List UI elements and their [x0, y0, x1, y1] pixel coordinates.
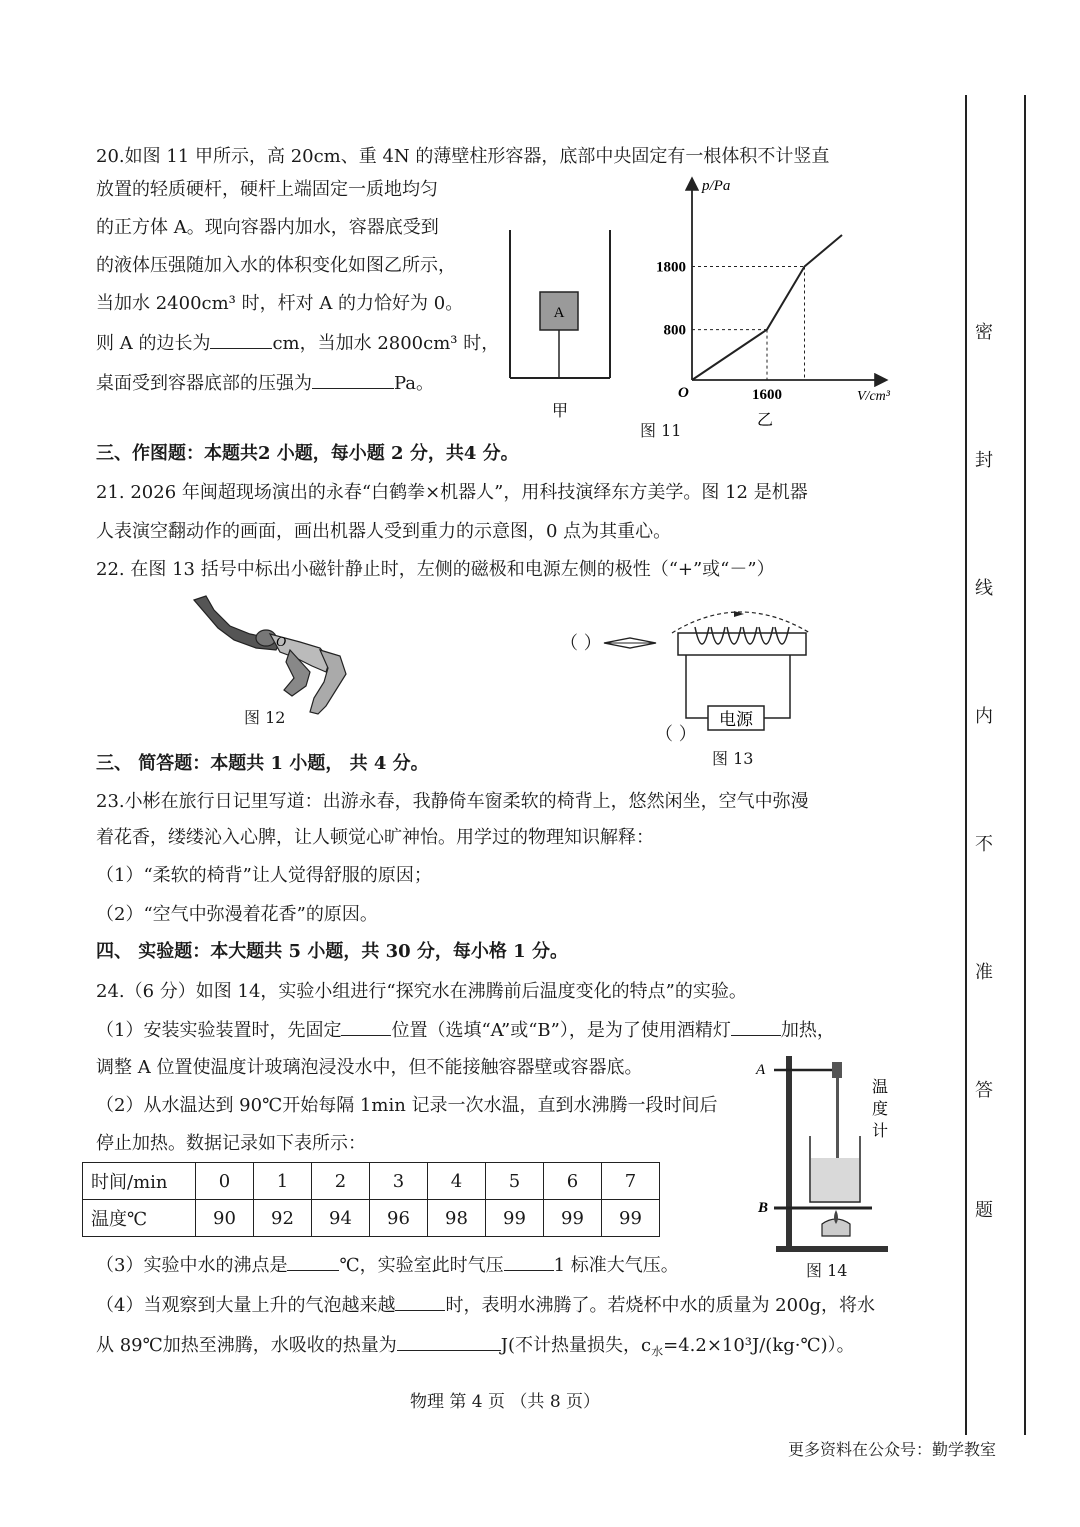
q24-line8-sub: 水: [651, 1344, 664, 1359]
q21-line1: 21. 2026 年闽超现场演出的永春“白鹤拳×机器人”，用科技演绎东方美学。图 12 是机器: [96, 482, 808, 503]
y-axis-label: p/Pa: [702, 178, 731, 194]
figure-11-yi-label: 乙: [756, 412, 774, 429]
q24-line8-b: J(不计热量损失，c: [500, 1335, 652, 1356]
q20-line1: 20.如图 11 甲所示，高 20cm、重 4N 的薄壁柱形容器，底部中央固定有一根体积不计竖直: [96, 146, 830, 167]
q20-line7-a: 桌面受到容器底部的压强为: [96, 373, 312, 394]
q20-line2: 放置的轻质硬杆，硬杆上端固定一质地均匀: [96, 179, 438, 200]
q23-line4: （2）“空气中弥漫着花香”的原因。: [96, 904, 378, 925]
power-supply-label: 电源: [719, 710, 753, 729]
q23-line2: 着花香，缕缕沁入心脾，让人顿觉心旷神怡。用学过的物理知识解释：: [96, 827, 654, 848]
seal-line-left: [965, 95, 967, 1435]
seal-char-1: 密: [975, 322, 993, 343]
x-tick-label-1600: 1600: [752, 387, 782, 403]
thermometer-label-3: 计: [871, 1123, 889, 1140]
table-cell: 7: [602, 1163, 660, 1200]
table-cell: 2: [312, 1163, 370, 1200]
answer-blank-boiling-point[interactable]: [287, 1252, 339, 1271]
stand-rod: [786, 1056, 792, 1250]
answer-blank-air-pressure[interactable]: [504, 1252, 554, 1271]
q24-line7: [96, 1292, 875, 1318]
q23-line1: 23.小彬在旅行日记里写道：出游永春，我静倚车窗柔软的椅背上，悠然闲坐，空气中弥漫: [96, 791, 809, 812]
seal-char-2: 封: [975, 450, 993, 471]
stand-base: [776, 1246, 888, 1252]
table-cell: 99: [602, 1200, 660, 1237]
water: [811, 1158, 859, 1201]
table-cell: 90: [196, 1200, 254, 1237]
q24-line1: 24.（6 分）如图 14，实验小组进行“探究水在沸腾前后温度变化的特点”的实验。: [96, 981, 747, 1002]
q24-line2-b: 位置（选填“A”或“B”），是为了使用酒精灯: [391, 1020, 731, 1041]
table-cell: 3: [370, 1163, 428, 1200]
q24-line8: [96, 1332, 855, 1364]
answer-blank-bubbles[interactable]: [395, 1292, 445, 1311]
q23-line3: （1）“柔软的椅背”让人觉得舒服的原因；: [96, 865, 432, 886]
q24-line6-c: 1 标准大气压。: [553, 1255, 679, 1276]
q20-line5: 当加水 2400cm³ 时，杆对 A 的力恰好为 0。: [96, 293, 464, 314]
figure-12-caption: 图 12: [244, 708, 286, 727]
wire-right: [764, 655, 790, 718]
q20-line6-b: cm，当加水 2800cm³ 时，: [272, 333, 500, 354]
section-short-answer-title: 三、 简答题：本题共 1 小题， 共 4 分。: [96, 753, 429, 774]
q21-line2: 人表演空翻动作的画面，画出机器人受到重力的示意图，0 点为其重心。: [96, 521, 672, 542]
table-cell: 6: [544, 1163, 602, 1200]
q20-line6-a: 则 A 的边长为: [96, 333, 211, 354]
table-cell: 96: [370, 1200, 428, 1237]
table-header-time: 时间/min: [83, 1163, 196, 1200]
q24-line7-a: （4）当观察到大量上升的气泡越来越: [96, 1295, 396, 1316]
graph-marks: [692, 235, 842, 380]
section-experiment-title: 四、 实验题：本大题共 5 小题，共 30 分，每小格 1 分。: [96, 941, 568, 962]
power-pole-blank[interactable]: （ ）: [655, 724, 697, 745]
figure-14-apparatus: [752, 1048, 902, 1278]
position-a-label: A: [756, 1062, 766, 1078]
figure-13-caption: 图 13: [712, 749, 754, 768]
seal-char-7: 答: [975, 1080, 993, 1101]
table-cell: 94: [312, 1200, 370, 1237]
table-cell: 5: [486, 1163, 544, 1200]
page-footer: 物理 第 4 页 （共 8 页）: [410, 1392, 601, 1412]
q24-line2-c: 加热，: [780, 1020, 835, 1041]
x-axis-label: V/cm³: [857, 389, 890, 404]
table-cell: 98: [428, 1200, 486, 1237]
robot-silhouette: [194, 596, 346, 714]
figure-11-graph: [640, 170, 910, 440]
table-row-temperature: [83, 1200, 660, 1237]
table-cell: 99: [544, 1200, 602, 1237]
q20-line7: [96, 370, 434, 396]
q24-line2-a: （1）安装实验装置时，先固定: [96, 1020, 342, 1041]
figure-14-caption: 图 14: [806, 1261, 848, 1280]
seal-char-4: 内: [975, 706, 993, 727]
q20-line3: 的正方体 A。现向容器内加水，容器底受到: [96, 217, 439, 238]
table-row-time: [83, 1163, 660, 1200]
y-tick-label-800: 800: [663, 322, 686, 339]
table-cell: 1: [254, 1163, 312, 1200]
q24-line5: 停止加热。数据记录如下表所示：: [96, 1133, 366, 1154]
data-table: [82, 1162, 660, 1237]
q24-line2: [96, 1017, 835, 1043]
y-tick-label-1800: 1800: [656, 259, 686, 276]
cube-a-label: A: [553, 305, 565, 321]
pressure-volume-line: [692, 235, 842, 380]
figure-13-circuit: [600, 595, 820, 755]
section-drawing-title: 三、作图题：本题共2 小题，每小题 2 分，共4 分。: [96, 443, 519, 464]
q24-line7-b: 时，表明水沸腾了。若烧杯中水的质量为 200g，将水: [445, 1295, 876, 1316]
q24-line8-a: 从 89℃加热至沸腾，水吸收的热量为: [96, 1335, 397, 1356]
wire-left: [686, 655, 708, 718]
table-cell: 4: [428, 1163, 486, 1200]
thermometer-label-1: 温: [871, 1079, 889, 1096]
q24-line8-c: =4.2×10³J/(kg·℃)）。: [663, 1335, 855, 1356]
origin-label: O: [678, 385, 689, 401]
answer-blank-heat[interactable]: [397, 1332, 501, 1351]
figure-11-container: [500, 220, 620, 430]
table-cell: 99: [486, 1200, 544, 1237]
seal-char-3: 线: [975, 578, 993, 599]
answer-blank-fixed-position[interactable]: [341, 1017, 391, 1036]
answer-blank-side-length[interactable]: [210, 330, 272, 349]
center-of-gravity-label: O: [276, 635, 287, 650]
q22-line1: 22. 在图 13 括号中标出小磁针静止时，左侧的磁极和电源左侧的极性（“+”或“－”）: [96, 559, 775, 580]
table-cell: 92: [254, 1200, 312, 1237]
seal-char-6: 准: [975, 962, 993, 983]
seal-char-5: 不: [975, 834, 993, 855]
answer-blank-flame-part[interactable]: [731, 1017, 781, 1036]
q20-line7-b: Pa。: [394, 373, 435, 394]
q24-line6-a: （3）实验中水的沸点是: [96, 1255, 288, 1276]
watermark: 更多资料在公众号：勤学教室: [788, 1440, 997, 1459]
figure-11-jia-label: 甲: [551, 403, 569, 420]
table-cell: 0: [196, 1163, 254, 1200]
answer-blank-pressure[interactable]: [312, 370, 394, 389]
seal-line-right: [1024, 95, 1026, 1435]
table-header-temperature: 温度℃: [83, 1200, 196, 1237]
q24-line6-b: ℃，实验室此时气压: [339, 1255, 504, 1276]
q20-line6: [96, 330, 499, 356]
q24-line6: [96, 1252, 679, 1278]
thermometer-label-2: 度: [871, 1101, 889, 1118]
position-b-label: B: [758, 1200, 769, 1216]
magnet-pole-blank[interactable]: （ ）: [560, 633, 602, 654]
q24-line4: （2）从水温达到 90℃开始每隔 1min 记录一次水温，直到水沸腾一段时间后: [96, 1095, 718, 1116]
q24-line3: 调整 A 位置使温度计玻璃泡浸没水中，但不能接触容器壁或容器底。: [96, 1057, 643, 1078]
figure-11-caption: 图 11: [640, 421, 682, 440]
seal-char-8: 题: [975, 1200, 993, 1221]
q20-line4: 的液体压强随加入水的体积变化如图乙所示，: [96, 255, 456, 276]
